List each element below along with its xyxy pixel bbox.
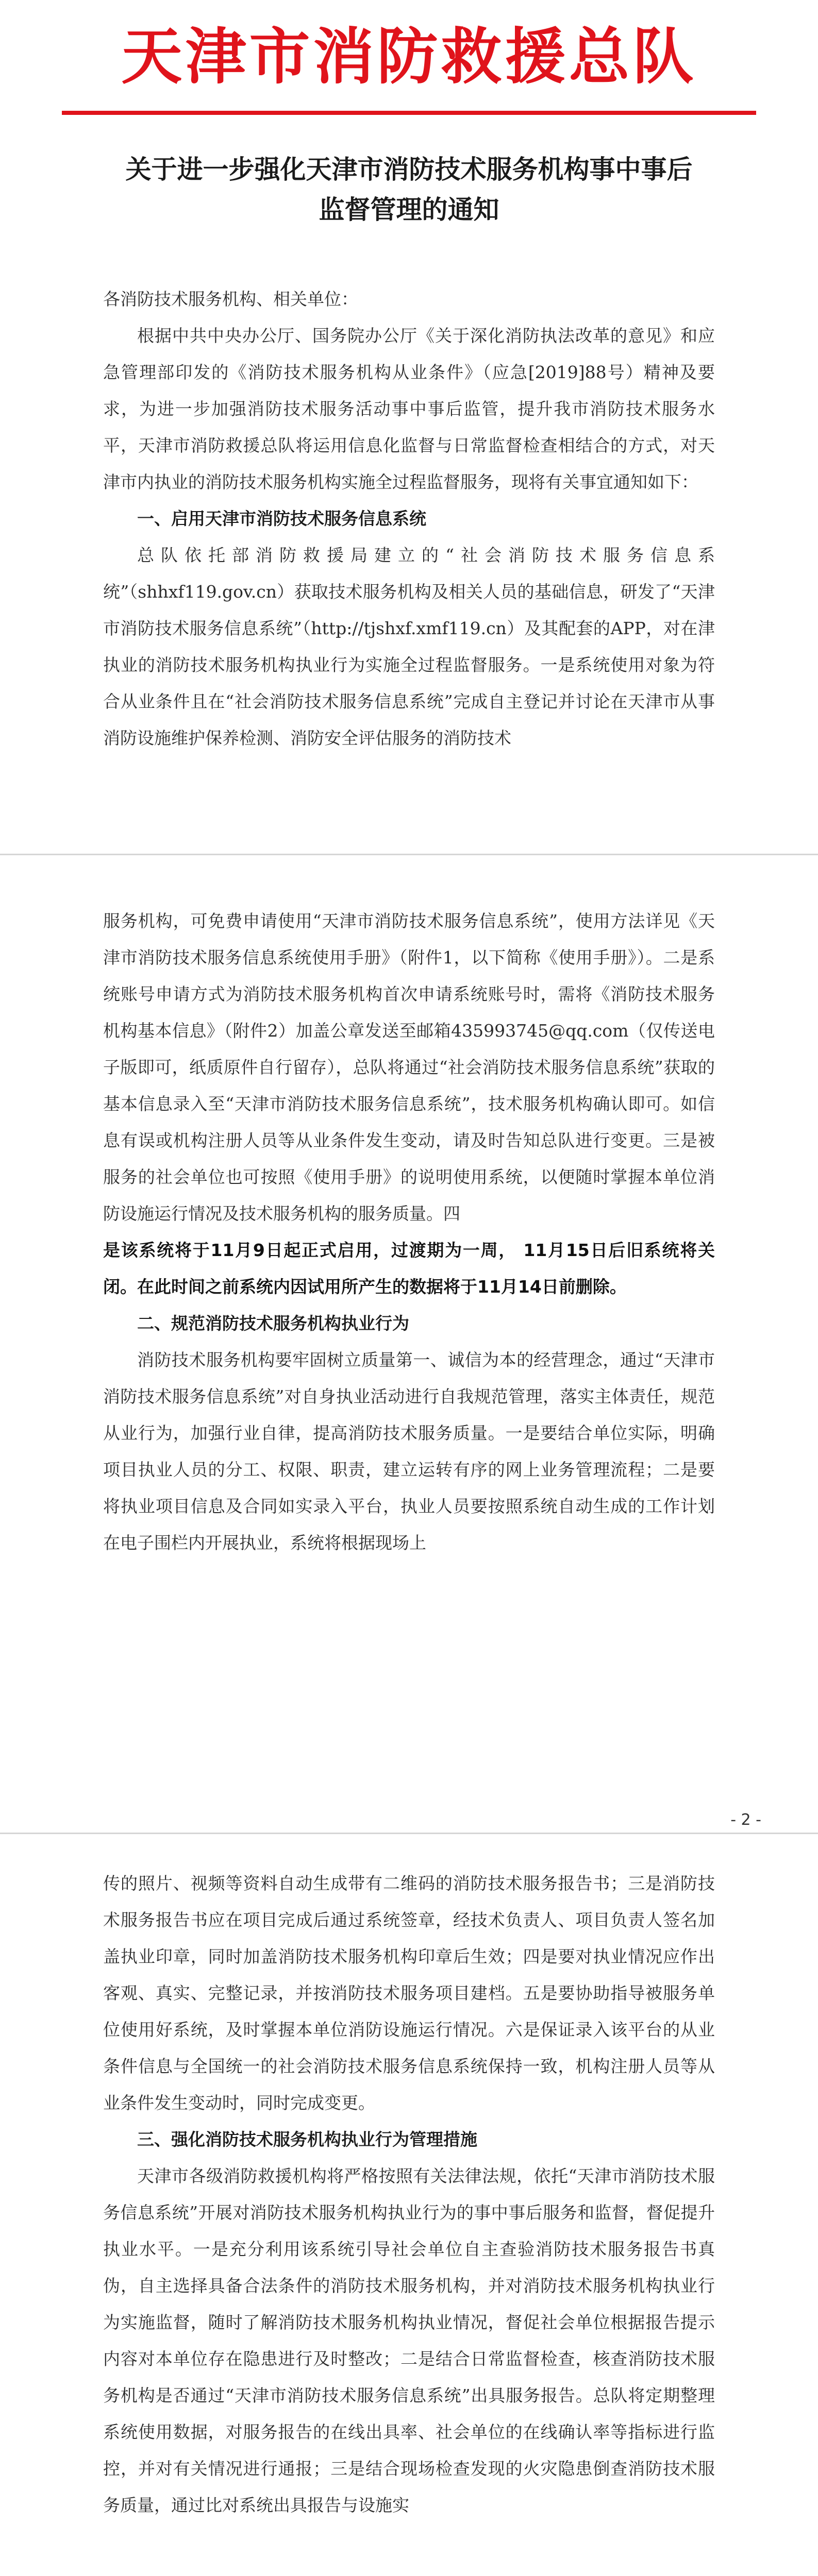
document-page-3 xyxy=(0,1834,818,2576)
page-3-body xyxy=(103,1865,715,2523)
section-3-heading: 三、强化消防技术服务机构执业行为管理措施 xyxy=(137,2129,477,2149)
document-title: 关于进一步强化天津市消防技术服务机构事中事后监督管理的通知 xyxy=(125,155,693,225)
section-3-paragraph: 天津市各级消防救援机构将严格按照有关法律法规，依托“天津市消防技术服务信息系统”开展对消防技术服务机构执业行为的事中事后服务和监督，督促提升执业水平。一是充分利用该系统引导社会单位自主查验消防技术服务报告书真伪，自主选择具备合法条件的消防技术服务机构，并对消防技术服务机构执业行为实施监督，随时了解消防技术服务机构执业情况，督促社会单位根据报告提示内容对本单位存在隐患进行及时整改；二是结合日常监督检查，核查消防技术服务机构是否通过“天津市消防技术服务信息系统”出具服务报告。总队将定期整理系统使用数据，对服务报告的在线出具率、社会单位的在线确认率等指标进行监控，并对有关情况进行通报；三是结合现场检查发现的火灾隐患倒查消防技术服务质量，通过比对系统出具报告与设施实 xyxy=(103,2166,715,2515)
section-1-paragraph: 总队依托部消防救援局建立的“社会消防技术服务信息系统”（shhxf119.gov.cn）获取技术服务机构及相关人员的基础信息，研发了“天津市消防技术服务信息系统”（http://tjshxf.xmf119.cn）及其配套的APP，对在津执业的消防技术服务机构执业行为实施全过程监督服务。一是系统使用对象为符合从业条件且在“社会消防技术服务信息系统”完成自主登记并讨论在天津市从事消防设施维护保养检测、消防安全评估服务的消防技术 xyxy=(103,545,715,748)
document-page-1 xyxy=(0,0,818,855)
section-1-heading: 一、启用天津市消防技术服务信息系统 xyxy=(137,509,426,529)
page-number: - 2 - xyxy=(730,1811,761,1829)
section-1-launch-notice: 是该系统将于11月9日起正式启用，过渡期为一周， 11月15日后旧系统将关闭。在此时间之前系统内因试用所产生的数据将于11月14日前删除。 xyxy=(103,1240,715,1297)
page-2-body xyxy=(103,903,715,1561)
section-2-paragraph: 消防技术服务机构要牢固树立质量第一、诚信为本的经营理念，通过“天津市消防技术服务信息系统”对自身执业活动进行自我规范管理，落实主体责任，规范从业行为，加强行业自律，提高消防技术服务质量。一是要结合单位实际，明确项目执业人员的分工、权限、职责，建立运转有序的网上业务管理流程；二是要将执业项目信息及合同如实录入平台，执业人员要按照系统自动生成的工作计划在电子围栏内开展执业，系统将根据现场上 xyxy=(103,1350,715,1553)
section-2-paragraph-continued: 传的照片、视频等资料自动生成带有二维码的消防技术服务报告书；三是消防技术服务报告书应在项目完成后通过系统签章，经技术负责人、项目负责人签名加盖执业印章，同时加盖消防技术服务机构印章后生效；四是要对执业情况应作出客观、真实、完整记录，并按消防技术服务项目建档。五是要协助指导被服务单位使用好系统，及时掌握本单位消防设施运行情况。六是保证录入该平台的从业条件信息与全国统一的社会消防技术服务信息系统保持一致，机构注册人员等从业条件发生变动时，同时完成变更。 xyxy=(103,1873,715,2113)
masthead-red-divider xyxy=(62,111,756,115)
section-2-heading: 二、规范消防技术服务机构执业行为 xyxy=(137,1313,409,1333)
page-1-body xyxy=(103,281,715,756)
intro-paragraph: 根据中共中央办公厅、国务院办公厅《关于深化消防执法改革的意见》和应急管理部印发的《消防技术服务机构从业条件》（应急[2019]88号）精神及要求，为进一步加强消防技术服务活动事中事后监管，提升我市消防技术服务水平，天津市消防救援总队将运用信息化监督与日常监督检查相结合的方式，对天津市内执业的消防技术服务机构实施全过程监督服务，现将有关事宜通知如下： xyxy=(103,326,715,492)
salutation: 各消防技术服务机构、相关单位： xyxy=(103,289,358,309)
document-masthead: 天津市消防救援总队 xyxy=(121,21,697,92)
document-page-2 xyxy=(0,855,818,1834)
section-1-paragraph-continued: 服务机构，可免费申请使用“天津市消防技术服务信息系统”，使用方法详见《天津市消防技术服务信息系统使用手册》（附件1，以下简称《使用手册》）。二是系统账号申请方式为消防技术服务机构首次申请系统账号时，需将《消防技术服务机构基本信息》（附件2）加盖公章发送至邮箱435993745@qq.com（仅传送电子版即可，纸质原件自行留存），总队将通过“社会消防技术服务信息系统”获取的基本信息录入至“天津市消防技术服务信息系统”，技术服务机构确认即可。如信息有误或机构注册人员等从业条件发生变动，请及时告知总队进行变更。三是被服务的社会单位也可按照《使用手册》的说明使用系统，以便随时掌握本单位消防设施运行情况及技术服务机构的服务质量。四 xyxy=(103,911,715,1224)
